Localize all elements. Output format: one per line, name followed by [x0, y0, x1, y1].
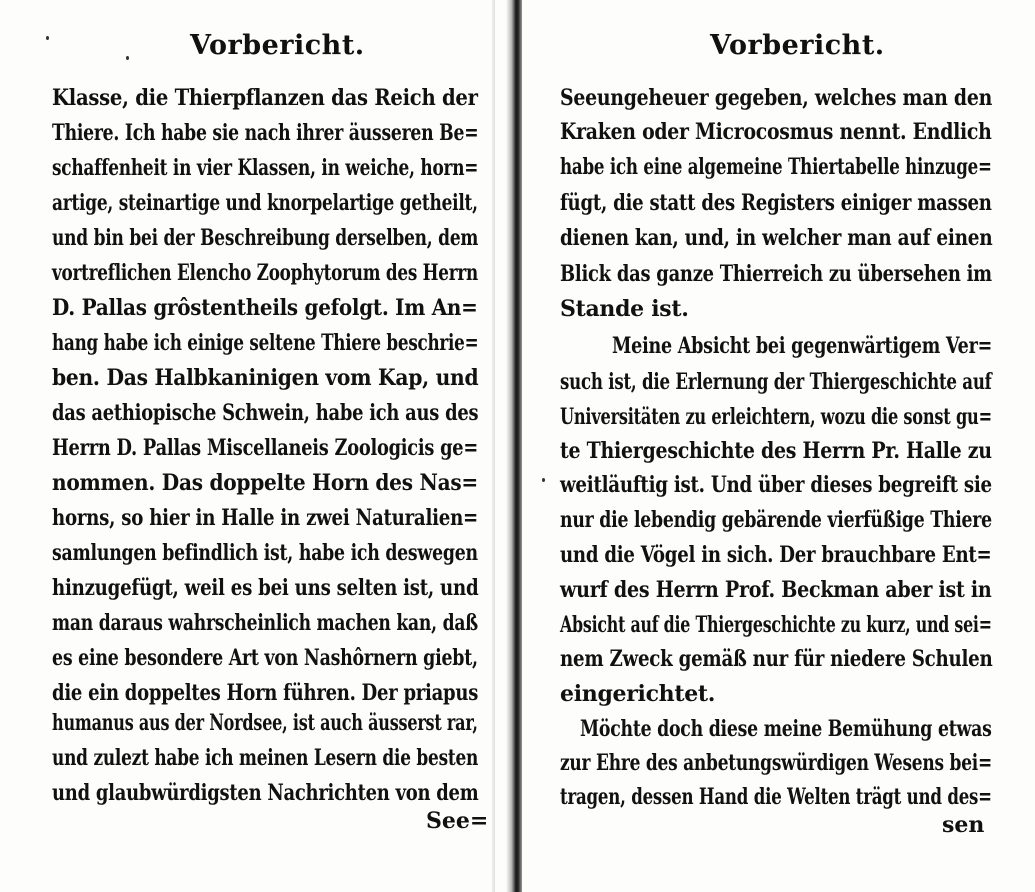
- text-line: te Thiergeschichte des Herrn Pr. Halle zu: [560, 438, 992, 464]
- text-line: zur Ehre des anbetungswürdigen Wesens bei=: [560, 750, 993, 776]
- ink-speck: [126, 56, 129, 60]
- text-line: Seeungeheuer gegeben, welches man den: [560, 85, 993, 111]
- left-page: [0, 0, 512, 892]
- text-line: und bin bei der Beschreibung derselben, dem: [52, 225, 479, 251]
- text-line: habe ich eine algemeine Thiertabelle hinzuge=: [560, 154, 992, 180]
- text-line: eingerichtet.: [560, 681, 716, 707]
- text-line: das aethiopische Schwein, habe ich aus des: [52, 400, 479, 426]
- text-line: und glaubwürdigsten Nachrichten von dem: [52, 780, 479, 806]
- ink-speck: [542, 478, 545, 482]
- text-line: weitläuftig ist. Und über dieses begreift sie: [560, 472, 992, 498]
- text-line: Stande ist.: [560, 296, 689, 322]
- text-line: wurf des Herrn Prof. Beckman aber ist in: [560, 577, 992, 603]
- text-line: und zulezt habe ich meinen Lesern die besten: [52, 745, 479, 771]
- text-line: hang habe ich einige seltene Thiere beschrie=: [52, 330, 479, 356]
- page-heading: Vorbericht.: [190, 30, 365, 61]
- text-line: samlungen befindlich ist, habe ich deswegen: [52, 540, 478, 566]
- text-line: artige, steinartige und knorpelartige getheilt,: [52, 190, 478, 216]
- text-line: vortreflichen Elencho Zoophytorum des Herrn: [52, 260, 478, 286]
- text-line: dienen kan, und, in welcher man auf einen: [560, 225, 993, 251]
- text-line: Herrn D. Pallas Miscellaneis Zoologicis ge=: [52, 435, 478, 461]
- text-line: Absicht auf die Thiergeschichte zu kurz, und sei=: [560, 612, 992, 638]
- text-line: die ein doppeltes Horn führen. Der priapus: [52, 680, 479, 706]
- text-line: Möchte doch diese meine Bemühung etwas: [580, 716, 992, 742]
- text-line: Kraken oder Microcosmus nennt. Endlich: [560, 119, 992, 145]
- page-heading: Vorbericht.: [710, 30, 885, 61]
- text-line: Meine Absicht bei gegenwärtigem Ver=: [612, 333, 993, 359]
- text-line: nommen. Das doppelte Horn des Nas=: [52, 470, 478, 496]
- text-line: humanus aus der Nordsee, ist auch äusserst rar,: [52, 710, 478, 736]
- text-line: ben. Das Halbkaninigen vom Kap, und: [52, 365, 479, 391]
- text-line: Universitäten zu erleichtern, wozu die sonst gu=: [560, 404, 992, 430]
- text-line: hinzugefügt, weil es bei uns selten ist, und: [52, 575, 479, 601]
- text-line: und die Vögel in sich. Der brauchbare Ent=: [560, 542, 992, 568]
- text-line: fügt, die statt des Registers einiger massen: [560, 190, 992, 216]
- text-line: horns, so hier in Halle in zwei Naturalien=: [52, 505, 479, 531]
- catchword: See=: [426, 808, 489, 834]
- right-page: [522, 0, 1035, 892]
- text-line: tragen, dessen Hand die Welten trägt und des=: [560, 784, 992, 810]
- page-edge: [492, 0, 495, 892]
- text-line: schaffenheit in vier Klassen, in weiche, horn=: [52, 155, 479, 181]
- catchword: sen: [942, 812, 985, 838]
- text-line: nem Zweck gemäß nur für niedere Schulen: [560, 646, 993, 672]
- text-line: Klasse, die Thierpflanzen das Reich der: [52, 85, 478, 111]
- text-line: such ist, die Erlernung der Thiergeschichte auf: [560, 369, 992, 395]
- text-line: es eine besondere Art von Nashôrnern giebt,: [52, 645, 478, 671]
- text-line: man daraus wahrscheinlich machen kan, daß: [52, 610, 478, 636]
- ink-speck: [46, 36, 49, 40]
- text-line: Thiere. Ich habe sie nach ihrer äusseren Be=: [52, 120, 479, 146]
- text-line: D. Pallas grôstentheils gefolgt. Im An=: [52, 295, 478, 321]
- text-line: Blick das ganze Thierreich zu übersehen im: [560, 261, 992, 287]
- text-line: nur die lebendig gebärende vierfüßige Thiere: [560, 507, 992, 533]
